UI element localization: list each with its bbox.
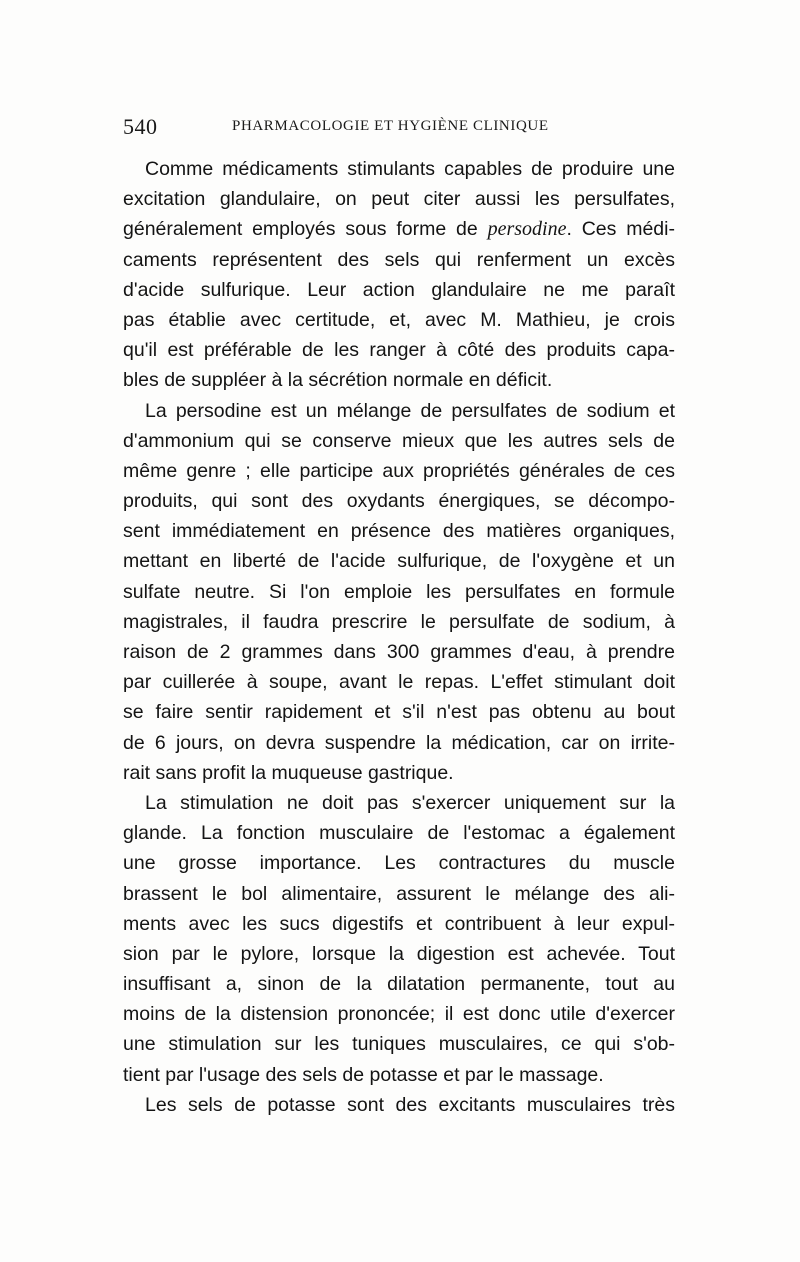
body-text <box>123 154 675 1120</box>
text-line: moins de la distension prononcée; il est donc utile d'exercer <box>123 1003 675 1026</box>
text-line: mettant en liberté de l'acide sulfurique, de l'oxygène et un <box>123 550 675 573</box>
text-line: raison de 2 grammes dans 300 grammes d'eau, à prendre <box>123 641 675 663</box>
text-line: Les sels de potasse sont des excitants musculaires très <box>145 1093 675 1116</box>
text-line: glande. La fonction musculaire de l'estomac a également <box>123 822 675 845</box>
text-line: bles de suppléer à la sécrétion normale en déficit. <box>123 369 553 392</box>
text-line: sulfate neutre. Si l'on emploie les persulfates en formule <box>123 580 675 603</box>
text-line: rait sans profit la muqueuse gastrique. <box>123 761 454 784</box>
text-line: même genre ; elle participe aux propriétés générales de ces <box>123 459 675 482</box>
text-line: par cuillerée à soupe, avant le repas. L'effet stimulant doit <box>123 671 675 694</box>
text-line: pas établie avec certitude, et, avec M. Mathieu, je crois <box>123 308 675 331</box>
text-line: sent immédiatement en présence des matières organiques, <box>123 520 675 543</box>
text-line: La stimulation ne doit pas s'exercer uniquement sur la <box>145 791 675 814</box>
italic-term: persodine <box>487 218 567 241</box>
text-line <box>123 214 675 244</box>
text-line: excitation glandulaire, on peut citer aussi les persulfates, <box>123 188 675 211</box>
text-line: d'ammonium qui se conserve mieux que les autres sels de <box>123 429 675 452</box>
text-line: insuffisant a, sinon de la dilatation permanente, tout au <box>123 973 675 996</box>
text-line: une stimulation sur les tuniques musculaires, ce qui s'ob- <box>123 1033 675 1056</box>
paragraph <box>123 788 675 1090</box>
text-line: qu'il est préférable de les ranger à côté des produits capa- <box>123 339 675 362</box>
page-header <box>123 114 679 138</box>
paragraph <box>123 396 675 788</box>
text-line: de 6 jours, on devra suspendre la médication, car on irrite- <box>123 731 675 754</box>
paragraph <box>123 1090 675 1120</box>
text-line: La persodine est un mélange de persulfates de sodium et <box>145 399 675 422</box>
text-line: se faire sentir rapidement et s'il n'est pas obtenu au bout <box>123 701 675 724</box>
text-segment: . Ces médi- <box>566 218 675 241</box>
text-line: tient par l'usage des sels de potasse et par le massage. <box>123 1063 604 1086</box>
page-number: 540 <box>123 114 158 139</box>
paragraph <box>123 154 675 396</box>
text-line: brassent le bol alimentaire, assurent le mélange des ali- <box>123 882 675 905</box>
text-line: magistrales, il faudra prescrire le persulfate de sodium, à <box>123 610 675 633</box>
text-line: d'acide sulfurique. Leur action glandulaire ne me paraît <box>123 278 675 301</box>
running-title: PHARMACOLOGIE ET HYGIÈNE CLINIQUE <box>232 118 549 134</box>
text-line: une grosse importance. Les contractures du muscle <box>123 852 675 875</box>
text-line: ments avec les sucs digestifs et contribuent à leur expul- <box>123 912 675 935</box>
text-line: sion par le pylore, lorsque la digestion est achevée. Tout <box>123 942 675 965</box>
text-segment: généralement employés sous forme de <box>123 218 488 241</box>
text-line: caments représentent des sels qui renferment un excès <box>123 248 675 271</box>
text-line: produits, qui sont des oxydants énergiques, se décompo- <box>123 490 675 513</box>
text-line: Comme médicaments stimulants capables de produire une <box>145 158 675 180</box>
